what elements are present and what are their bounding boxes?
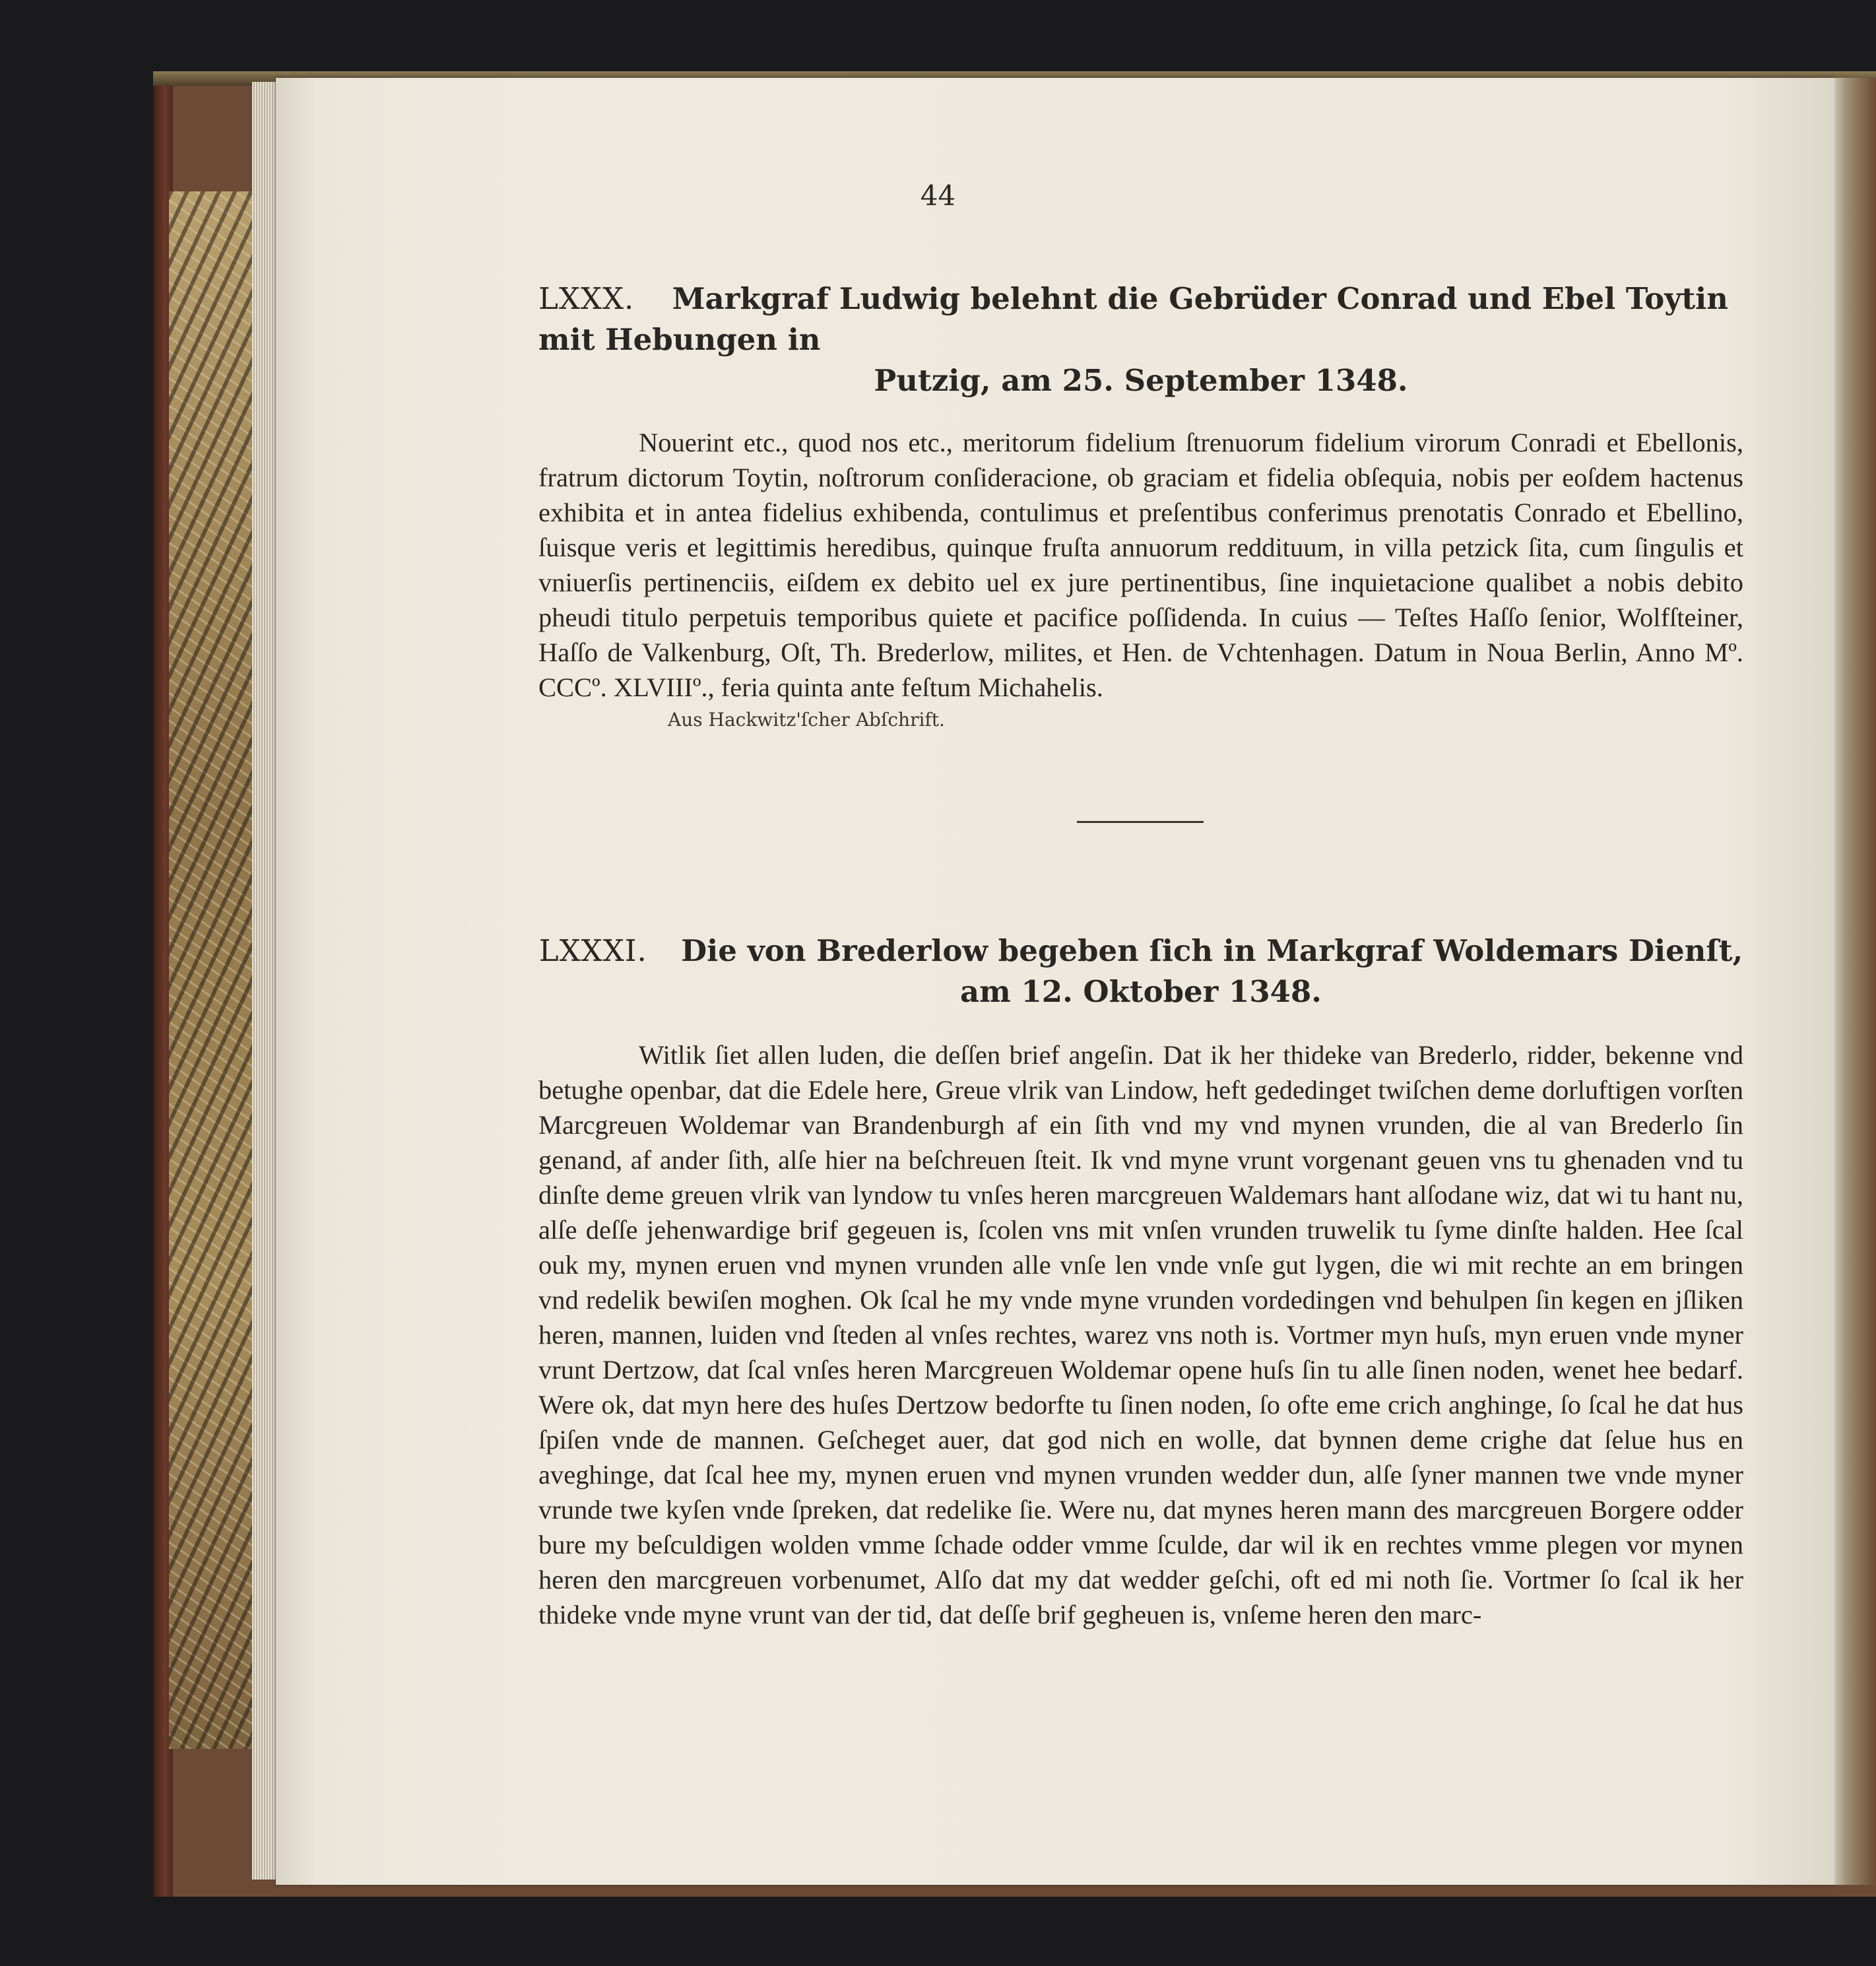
section-lxxx	[538, 279, 1743, 731]
section-lxxxi-number: LXXXI.	[538, 933, 647, 968]
section-lxxx-heading	[538, 279, 1743, 360]
section-lxxxi-paragraph-text: Witlik ſiet allen luden, die deſſen brief angeſin. Dat ik her thideke van Brederlo, ridder, bekenne vnd betughe openbar, dat die Edele here, Greue vlrik van Lindow, heft gededinget twiſchen deme dorluftigen vorſten Marcgreuen Woldemar van Brandenburgh af ein ſith vnd my vnd mynen vrunden, die al van Brederlo ſin genand, af ander ſith, alſe hier na beſchreuen ſteit. Ik vnd myne vrunt vorgenant geuen vns tu ghenaden vnd tu dinſte deme greuen vlrik van lyndow tu vnſes heren marcgreuen Waldemars hant alſodane wiz, dat wi tu hant nu, alſe deſſe jehenwardige brif gegeuen is, ſcolen vns mit vnſen vrunden truwelik tu ſyme dinſte halden. Hee ſcal ouk my, mynen eruen vnd mynen vrunden alle vnſe len vnde vnſe gut lygen, die wi mit rechte an em bringen vnd redelik bewiſen moghen. Ok ſcal he my vnde myne vrunden vordedingen vnd behulpen ſin kegen en jſliken heren, mannen, luiden vnd ſteden al vnſes rechtes, warez vns noth is. Vortmer myn huſs, myn eruen vnde myner vrunt Dertzow, dat ſcal vnſes heren Marcgreuen Woldemar opene huſs ſin tu alle ſinen noden, wenet hee bedarf. Were ok, dat myn here des huſes Dertzow bedorfte tu ſinen noden, ſo ofte eme crich anghinge, ſo ſcal he dat hus ſpiſen vnde de mannen. Geſcheget auer, dat god nich en wolle, dat bynnen deme crighe dat ſelue hus en aveghinge, dat ſcal hee my, mynen eruen vnd mynen vrunden wedder dun, alſe ſyner mannen twe vnde myner vrunde twe kyſen vnde ſpreken, dat redelike ſie. Were nu, dat mynes heren mann des marcgreuen Borgere odder bure my beſculdigen wolden vmme ſchade odder vmme ſculde, dar wil ik en rechtes vmme plegen vor mynen heren den marcgreuen vorbenumet, Alſo dat my dat wedder geſchi, oft ed mi noth ſie. Vortmer ſo ſcal ik her thideke vnde myne vrunt van der tid, dat deſſe brif gegheuen is, vnſeme heren den marc-	[538, 1040, 1743, 1629]
section-lxxx-title-line1: Markgraf Ludwig belehnt die Gebrüder Conrad und Ebel Toytin mit Hebungen in	[538, 281, 1728, 357]
section-lxxxi	[538, 931, 1743, 1632]
marbled-endpaper	[169, 191, 263, 1749]
section-lxxx-source-note: Aus Hackwitz'ſcher Abſchrift.	[668, 709, 945, 731]
section-divider	[1077, 821, 1204, 823]
right-page-edge	[1834, 78, 1876, 1885]
section-lxxx-title-line2: Putzig, am 25. September 1348.	[874, 363, 1408, 398]
page-number: 44	[920, 180, 956, 212]
section-lxxx-number: LXXX.	[538, 281, 635, 316]
section-lxxx-paragraph	[538, 425, 1743, 705]
section-lxxxi-paragraph	[538, 1037, 1743, 1632]
section-lxxxi-title-line1: Die von Brederlow begeben ſich in Markgraf Woldemars Dienſt,	[681, 933, 1743, 968]
section-lxxxi-heading	[538, 931, 1743, 971]
section-lxxxi-title-line2: am 12. Oktober 1348.	[960, 974, 1322, 1009]
page-edge-stack	[252, 82, 278, 1880]
section-lxxx-paragraph-text: Nouerint etc., quod nos etc., meritorum fidelium ſtrenuorum fidelium virorum Conradi et Ebellonis, fratrum dictorum Toytin, noſtrorum conſideracione, ob graciam et fidelia obſequia, nobis per eoſdem hactenus exhibita et in antea fidelius exhibenda, contulimus et preſentibus conferimus prenotatis Conrado et Ebellino, ſuisque veris et legittimis heredibus, quinque fruſta annuorum reddituum, in villa petzick ſita, cum ſingulis et vniuerſis pertinenciis, eiſdem ex debito uel ex jure pertinentibus, ſine inquietacione qualibet a nobis debito pheudi titulo perpetuis temporibus quiete et pacifice poſſidenda. In cuius — Teſtes Haſſo ſenior, Wolfſteiner, Haſſo de Valkenburg, Oſt, Th. Brederlow, milites, et Hen. de Vchtenhagen. Datum in Noua Berlin, Anno Mº. CCCº. XLVIIIº., feria quinta ante feſtum Michahelis.	[538, 428, 1743, 702]
